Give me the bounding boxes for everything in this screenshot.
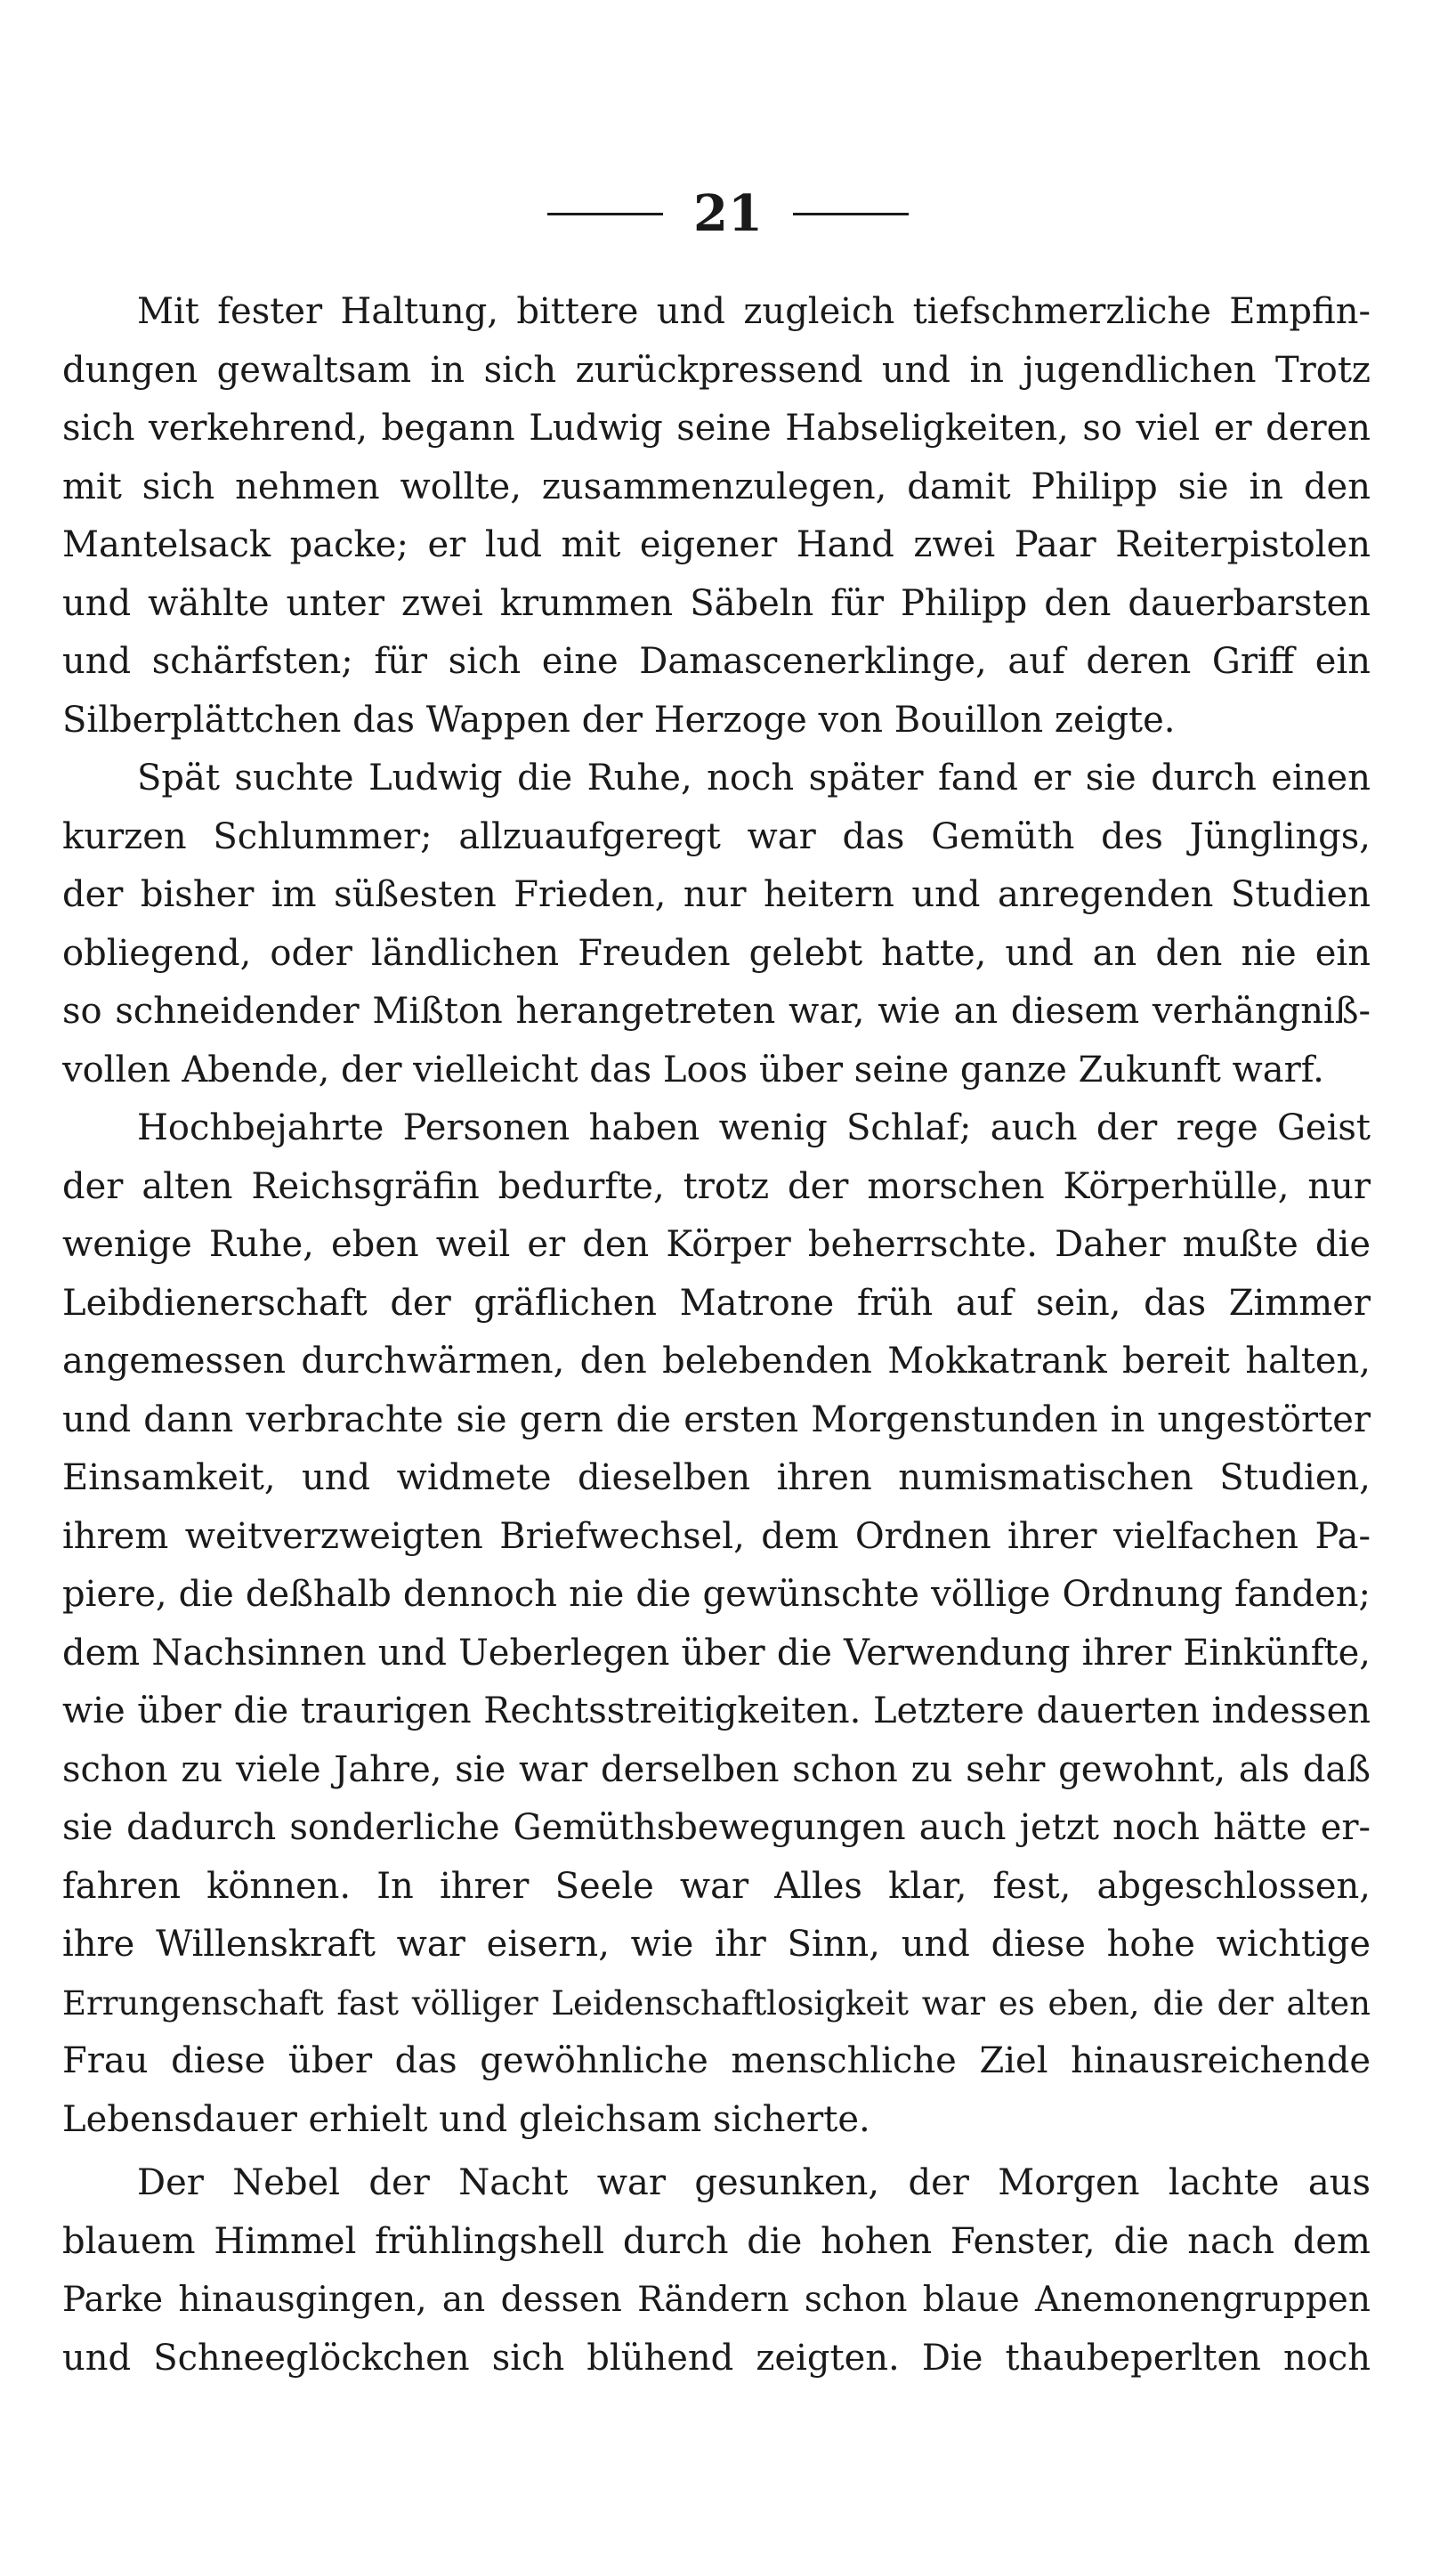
header-rule-right	[793, 213, 909, 215]
text-line: der alten Reichsgräfin bedurfte, trotz der morschen Körperhülle, nur	[62, 1165, 1371, 1207]
text-line: Frau diese über das gewöhnliche menschliche Ziel hinausreichende	[62, 2040, 1371, 2081]
text-line: ihrem weitverzweigten Briefwechsel, dem Ordnen ihrer vielfachen Pa-	[62, 1515, 1371, 1557]
text-line: wenige Ruhe, eben weil er den Körper beherrschte. Daher mußte die	[62, 1224, 1371, 1265]
text-line: angemessen durchwärmen, den belebenden Mokkatrank bereit halten,	[62, 1341, 1371, 1382]
text-line: obliegend, oder ländlichen Freuden gelebt hatte, und an den nie ein	[62, 932, 1371, 974]
text-line: mit sich nehmen wollte, zusammenzulegen, damit Philipp sie in den	[62, 466, 1371, 507]
header-rule-left	[547, 213, 663, 215]
text-line: und wählte unter zwei krummen Säbeln für Philipp den dauerbarsten	[62, 582, 1371, 624]
text-line: Der Nebel der Nacht war gesunken, der Morgen lachte aus	[137, 2162, 1371, 2203]
text-line: fahren können. In ihrer Seele war Alles klar, fest, abgeschlossen,	[62, 1865, 1371, 1907]
page-header	[0, 178, 1456, 249]
text-line: der bisher im süßesten Frieden, nur heitern und anregenden Studien	[62, 874, 1371, 915]
text-line: und dann verbrachte sie gern die ersten Morgenstunden in ungestörter	[62, 1399, 1371, 1440]
text-line: schon zu viele Jahre, sie war derselben schon zu sehr gewohnt, als daß	[62, 1748, 1371, 1790]
text-line: blauem Himmel frühlingshell durch die hohen Fenster, die nach dem	[62, 2220, 1371, 2262]
text-line: Spät suchte Ludwig die Ruhe, noch später fand er sie durch einen	[137, 758, 1371, 799]
text-line: sich verkehrend, begann Ludwig seine Habseligkeiten, so viel er deren	[62, 408, 1371, 449]
text-line: kurzen Schlummer; allzuaufgeregt war das Gemüth des Jünglings,	[62, 815, 1371, 857]
page-number: 21	[693, 184, 763, 243]
text-line: und Schneeglöckchen sich blühend zeigten. Die thaubeperlten noch	[62, 2337, 1371, 2379]
text-line: Errungenschaft fast völliger Leidenschaftlosigkeit war es eben, die der alten	[62, 1983, 1371, 2023]
text-line: dungen gewaltsam in sich zurückpressend und in jugendlichen Trotz	[62, 349, 1371, 391]
text-line: Mit fester Haltung, bittere und zugleich tiefschmerzliche Empfin-	[137, 291, 1371, 332]
text-line: vollen Abende, der vielleicht das Loos über seine ganze Zukunft warf.	[62, 1049, 1324, 1091]
text-line: Silberplättchen das Wappen der Herzoge von Bouillon zeigte.	[62, 699, 1176, 741]
text-line: Parke hinausgingen, an dessen Rändern schon blaue Anemonengruppen	[62, 2280, 1371, 2320]
text-line: Einsamkeit, und widmete dieselben ihren numismatischen Studien,	[62, 1457, 1371, 1498]
text-line: Hochbejahrte Personen haben wenig Schlaf; auch der rege Geist	[137, 1107, 1371, 1148]
text-line: wie über die traurigen Rechtsstreitigkeiten. Letztere dauerten indessen	[62, 1691, 1371, 1731]
text-line: Mantelsack packe; er lud mit eigener Hand zwei Paar Reiterpistolen	[62, 524, 1371, 565]
text-line: und schärfsten; für sich eine Damascenerklinge, auf deren Griff ein	[62, 641, 1371, 682]
text-line: sie dadurch sonderliche Gemüthsbewegungen auch jetzt noch hätte er-	[62, 1807, 1371, 1848]
text-line: piere, die deßhalb dennoch nie die gewünschte völlige Ordnung fanden;	[62, 1574, 1371, 1615]
text-line: dem Nachsinnen und Ueberlegen über die Verwendung ihrer Einkünfte,	[62, 1632, 1371, 1674]
text-line: so schneidender Mißton herangetreten war, wie an diesem verhängniß-	[62, 991, 1371, 1032]
text-line: Lebensdauer erhielt und gleichsam sicherte.	[62, 2098, 870, 2140]
text-line: ihre Willenskraft war eisern, wie ihr Sinn, und diese hohe wichtige	[62, 1924, 1371, 1965]
body-text	[62, 283, 1371, 2388]
text-line: Leibdienerschaft der gräflichen Matrone früh auf sein, das Zimmer	[62, 1282, 1371, 1324]
